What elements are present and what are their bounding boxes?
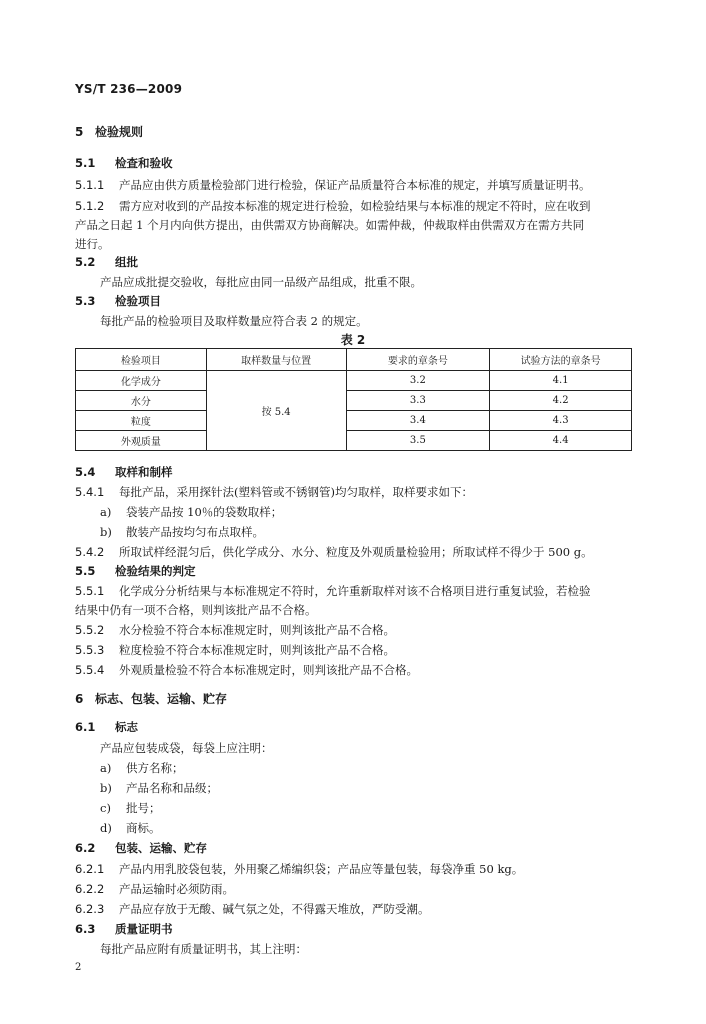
section-5-4-heading: 5.4 取样和制样: [75, 465, 173, 479]
cell-req: 3.3: [346, 391, 490, 411]
table-row: [76, 431, 632, 451]
list-item: c) 批号；: [100, 801, 161, 815]
clause-5-3-text: 每批产品的检验项目及取样数量应符合表 2 的规定。: [100, 314, 368, 328]
clause-5-5-3: 5.5.3 粒度检验不符合本标准规定时，则判该批产品不合格。: [75, 643, 395, 657]
section-5-3-heading: 5.3 检验项目: [75, 294, 161, 308]
table-2: [75, 348, 632, 451]
header-test-method: 试验方法的章条号: [490, 349, 632, 371]
cell-item: 粒度: [76, 411, 207, 431]
clause-5-5-1-line2: 结果中仍有一项不合格，则判该批产品不合格。: [75, 603, 317, 617]
clause-5-5-2: 5.5.2 水分检验不符合本标准规定时，则判该批产品不合格。: [75, 623, 395, 637]
cell-method: 4.2: [490, 391, 632, 411]
table-2-caption: 表 2: [340, 333, 366, 347]
clause-6-2-1: 6.2.1 产品内用乳胶袋包装，外用聚乙烯编织袋；产品应等量包装，每袋净重 50 kg。: [75, 862, 524, 876]
clause-6-3-text: 每批产品应附有质量证明书，其上注明：: [100, 942, 307, 956]
header-item: 检验项目: [76, 349, 207, 371]
section-6-3-heading: 6.3 质量证明书: [75, 922, 173, 936]
clause-5-4-2: 5.4.2 所取试样经混匀后，供化学成分、水分、粒度及外观质量检验用；所取试样不得少于 500 g。: [75, 545, 593, 559]
section-6-heading: 6 标志、包装、运输、贮存: [75, 692, 228, 706]
section-5-1-heading: 5.1 检查和验收: [75, 156, 173, 170]
cell-req: 3.4: [346, 411, 490, 431]
section-5-2-heading: 5.2 组批: [75, 255, 138, 269]
clause-5-5-1-line1: 5.5.1 化学成分分析结果与本标准规定不符时，允许重新取样对该不合格项目进行重复试验，若检验: [75, 584, 591, 598]
table-row: [76, 391, 632, 411]
list-item: d) 商标。: [100, 821, 161, 835]
section-6-2-heading: 6.2 包装、运输、贮存: [75, 841, 207, 855]
cell-req: 3.2: [346, 371, 490, 391]
header-requirement: 要求的章条号: [346, 349, 490, 371]
header-sampling: 取样数量与位置: [206, 349, 346, 371]
standard-code: YS/T 236—2009: [75, 82, 183, 96]
cell-method: 4.3: [490, 411, 632, 431]
cell-req: 3.5: [346, 431, 490, 451]
section-5-heading: 5 检验规则: [75, 125, 144, 139]
clause-5-4-1-b: b) 散装产品按均匀布点取样。: [100, 525, 264, 539]
list-item: a) 供方名称；: [100, 761, 184, 775]
clause-6-2-3: 6.2.3 产品应存放于无酸、碱气氛之处，不得露天堆放，严防受潮。: [75, 902, 430, 916]
cell-sampling: 按 5.4: [206, 371, 346, 451]
clause-5-2-text: 产品应成批提交验收，每批应由同一品级产品组成，批重不限。: [100, 275, 422, 289]
cell-item: 化学成分: [76, 371, 207, 391]
clause-5-1-1: 5.1.1 产品应由供方质量检验部门进行检验，保证产品质量符合本标准的规定，并填写质量证明书。: [75, 178, 591, 192]
page-number: 2: [75, 962, 82, 973]
section-5-5-heading: 5.5 检验结果的判定: [75, 564, 196, 578]
clause-5-5-4: 5.5.4 外观质量检验不符合本标准规定时，则判该批产品不合格。: [75, 663, 418, 677]
table-header-row: [76, 349, 632, 371]
clause-5-4-1-a: a) 袋装产品按 10％的袋数取样；: [100, 505, 283, 519]
table-row: [76, 411, 632, 431]
clause-5-1-2-line1: 5.1.2 需方应对收到的产品按本标准的规定进行检验，如检验结果与本标准的规定不符时，应在收到: [75, 199, 591, 213]
clause-6-1-text: 产品应包装成袋，每袋上应注明：: [100, 741, 273, 755]
table-row: [76, 371, 632, 391]
clause-6-2-2: 6.2.2 产品运输时必须防雨。: [75, 882, 234, 896]
clause-5-1-2-line2: 产品之日起 1 个月内向供方提出，由供需双方协商解决。如需仲裁，仲裁取样由供需双方在需方共同: [75, 218, 585, 232]
section-6-1-heading: 6.1 标志: [75, 720, 138, 734]
clause-5-1-2-line3: 进行。: [75, 237, 110, 251]
cell-method: 4.4: [490, 431, 632, 451]
list-item: b) 产品名称和品级；: [100, 781, 218, 795]
cell-item: 外观质量: [76, 431, 207, 451]
cell-item: 水分: [76, 391, 207, 411]
cell-method: 4.1: [490, 371, 632, 391]
clause-5-4-1: 5.4.1 每批产品，采用探针法(塑料管或不锈钢管)均匀取样，取样要求如下：: [75, 485, 473, 499]
